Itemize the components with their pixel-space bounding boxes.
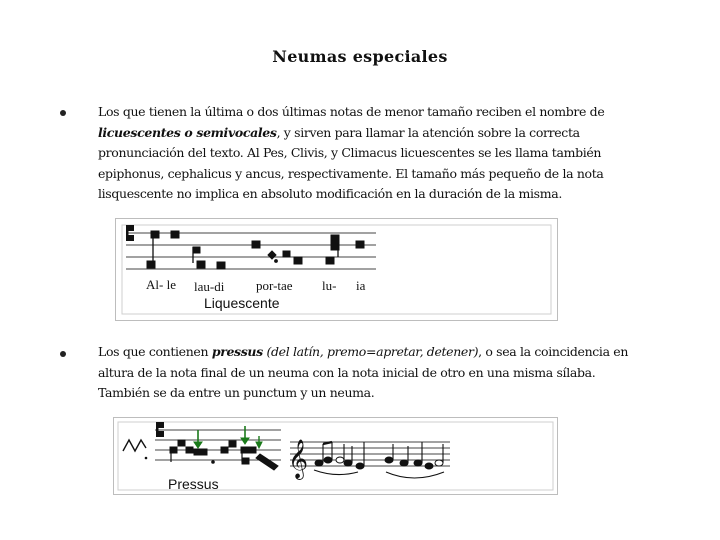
figure-pressus: [113, 417, 558, 495]
syllable-5: ia: [356, 278, 366, 293]
page-title: Neumas especiales: [272, 47, 448, 66]
pressus-arrow-icon: [194, 426, 262, 448]
neume-group: [170, 440, 278, 470]
neume-group: [147, 231, 364, 269]
bullet-marker: [60, 351, 66, 357]
figure-liquescent: [115, 218, 558, 321]
syllable-1: Al- le: [146, 277, 176, 292]
term-liquescent: licuescentes o semivocales: [98, 124, 277, 140]
paragraph-text: , o sea la coincidencia en altura de la nota final de un neuma con la nota inicial de otro en una misma sílaba. También se da entre un punctum y un neuma.: [98, 344, 629, 400]
paragraph-pressus: [98, 342, 638, 404]
term-pressus: pressus: [211, 344, 263, 359]
paragraph-text: , y sirven para llamar la atención sobre la correcta pronunciación del texto. Al Pes, Clivis, y Climacus licuescentes se les llama también epiphonus, cephalicus y ancus, respectivamente. El tamaño más pequeño de la nota lisquescente no implica en absoluto modificación en la duración de la misma.: [98, 124, 604, 201]
paragraph-liquescent: [98, 102, 628, 205]
syllable-3: por-tae: [256, 278, 293, 293]
modern-notes: [315, 442, 443, 469]
paragraph-etymology: (del latín, premo=apretar, detener): [262, 344, 479, 359]
slur-marks: [314, 470, 444, 478]
treble-clef-icon: 𝄞: [288, 439, 309, 479]
figure-caption: Liquescente: [204, 295, 280, 311]
liquescent-score: [116, 219, 557, 320]
syllable-2: lau-di: [194, 279, 225, 294]
figure-caption: Pressus: [168, 476, 219, 492]
paragraph-text: Los que contienen: [98, 344, 212, 359]
bullet-marker: [60, 110, 66, 116]
syllable-4: lu-: [322, 278, 337, 293]
paragraph-text: Los que tienen la última o dos últimas notas de menor tamaño reciben el nombre de: [98, 104, 605, 119]
quilisma-icon: [123, 440, 146, 451]
modern-staff-lines: [290, 442, 450, 466]
